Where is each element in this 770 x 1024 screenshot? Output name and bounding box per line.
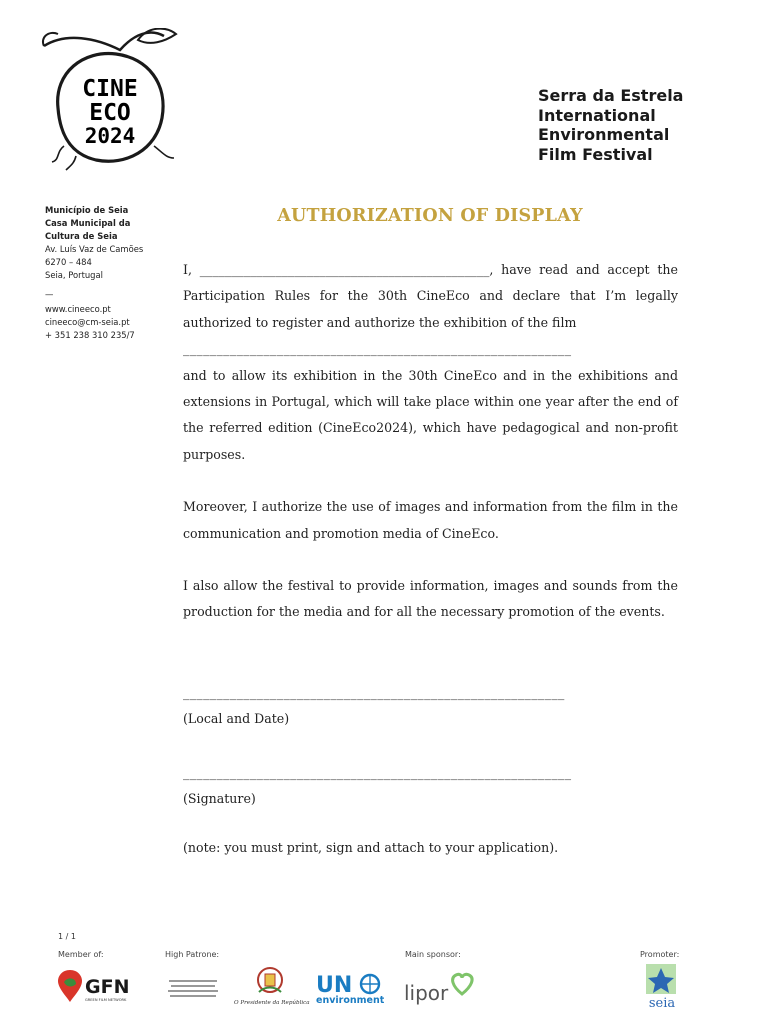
- application-note: (note: you must print, sign and attach to your application).: [183, 840, 559, 855]
- seia-logo: [640, 962, 684, 1010]
- cineeco-logo: [36, 28, 186, 178]
- president-text: O Presidente da República: [234, 1000, 310, 1006]
- email-link[interactable]: cineeco@cm-seia.pt: [45, 317, 130, 327]
- un-environment-logo: [314, 970, 384, 1006]
- local-date-blank: _________________________________________________________: [183, 685, 565, 700]
- promoter-label: Promoter:: [640, 950, 680, 959]
- logo-leaf: [138, 29, 176, 43]
- address-divider: —: [45, 289, 54, 299]
- heart-icon: [453, 974, 472, 994]
- gfn-text: GFN: [85, 976, 130, 998]
- sponsor-label: Main sponsor:: [405, 950, 461, 959]
- gfn-logo: [56, 968, 136, 1004]
- festival-name: [538, 86, 738, 164]
- document-body: [183, 257, 678, 626]
- logo-line-3: 2024: [84, 124, 136, 148]
- address-line-5: 6270 – 484: [45, 257, 92, 267]
- signature-label: (Signature): [183, 791, 256, 807]
- gfn-subtext: GREEN FILM NETWORK: [85, 998, 127, 1002]
- website-link[interactable]: www.cineeco.pt: [45, 304, 111, 314]
- declaration-start: I,: [183, 262, 200, 277]
- un-text: UN: [316, 973, 353, 998]
- local-date-block: [183, 680, 678, 733]
- signature-blank: __________________________________________________________: [183, 765, 572, 780]
- declaration-rest: , have read and accept the Participation Rules for the 30th CineEco and declare that I’m legally authorized to register and authorize the exhibition of the film: [183, 262, 678, 330]
- signature-block: [183, 760, 678, 813]
- local-date-label: (Local and Date): [183, 711, 290, 727]
- logo-line-1: CINE: [82, 76, 138, 102]
- patron-crest-text: [165, 980, 220, 997]
- environment-text: environment: [316, 995, 384, 1006]
- page-number: 1 / 1: [58, 932, 76, 941]
- paragraph-promotion: I also allow the festival to provide information, images and sounds from the production for the media and for all the necessary promotion of the events.: [183, 578, 678, 620]
- festival-line-3: Environmental: [538, 125, 670, 144]
- coat-of-arms-icon: [253, 966, 287, 996]
- address-line-4: Av. Luís Vaz de Camões: [45, 244, 144, 254]
- paragraph-images: Moreover, I authorize the use of images and information from the film in the communication and promotion media of CineEco.: [183, 499, 678, 541]
- lipor-text: lipor: [404, 981, 449, 1005]
- address-line-1: Município de Seia: [45, 205, 129, 215]
- document-title: AUTHORIZATION OF DISPLAY: [277, 206, 583, 226]
- phone-number: + 351 238 310 235/7: [45, 330, 135, 340]
- festival-line-2: International: [538, 105, 656, 125]
- address-line-3: Cultura de Seia: [45, 231, 118, 241]
- paragraph-declaration: [183, 257, 678, 336]
- address-line-6: Seia, Portugal: [45, 270, 103, 280]
- sender-address: [45, 204, 165, 342]
- name-blank: ______________________________________________: [199, 262, 490, 277]
- festival-line-1: Serra da Estrela: [538, 86, 684, 105]
- member-label: Member of:: [58, 950, 104, 959]
- seia-text: seia: [648, 996, 676, 1010]
- lipor-logo: [404, 966, 478, 1006]
- paragraph-exhibition: and to allow its exhibition in the 30th CineEco and in the exhibitions and extensions in Portugal, which will take place within one year after the end of the referred edition (CineEco2024), which have pedagogical and non-profit purposes.: [183, 367, 678, 462]
- address-line-2: Casa Municipal da: [45, 218, 131, 228]
- logo-roots: [52, 146, 174, 170]
- film-title-blank: __________________________________________________________: [183, 341, 572, 357]
- logo-branch: [44, 32, 164, 50]
- festival-line-4: Film Festival: [538, 144, 653, 164]
- patrons-label: High Patrone:: [165, 950, 220, 959]
- president-seal: [234, 966, 310, 1006]
- logo-line-2: ECO: [89, 100, 131, 126]
